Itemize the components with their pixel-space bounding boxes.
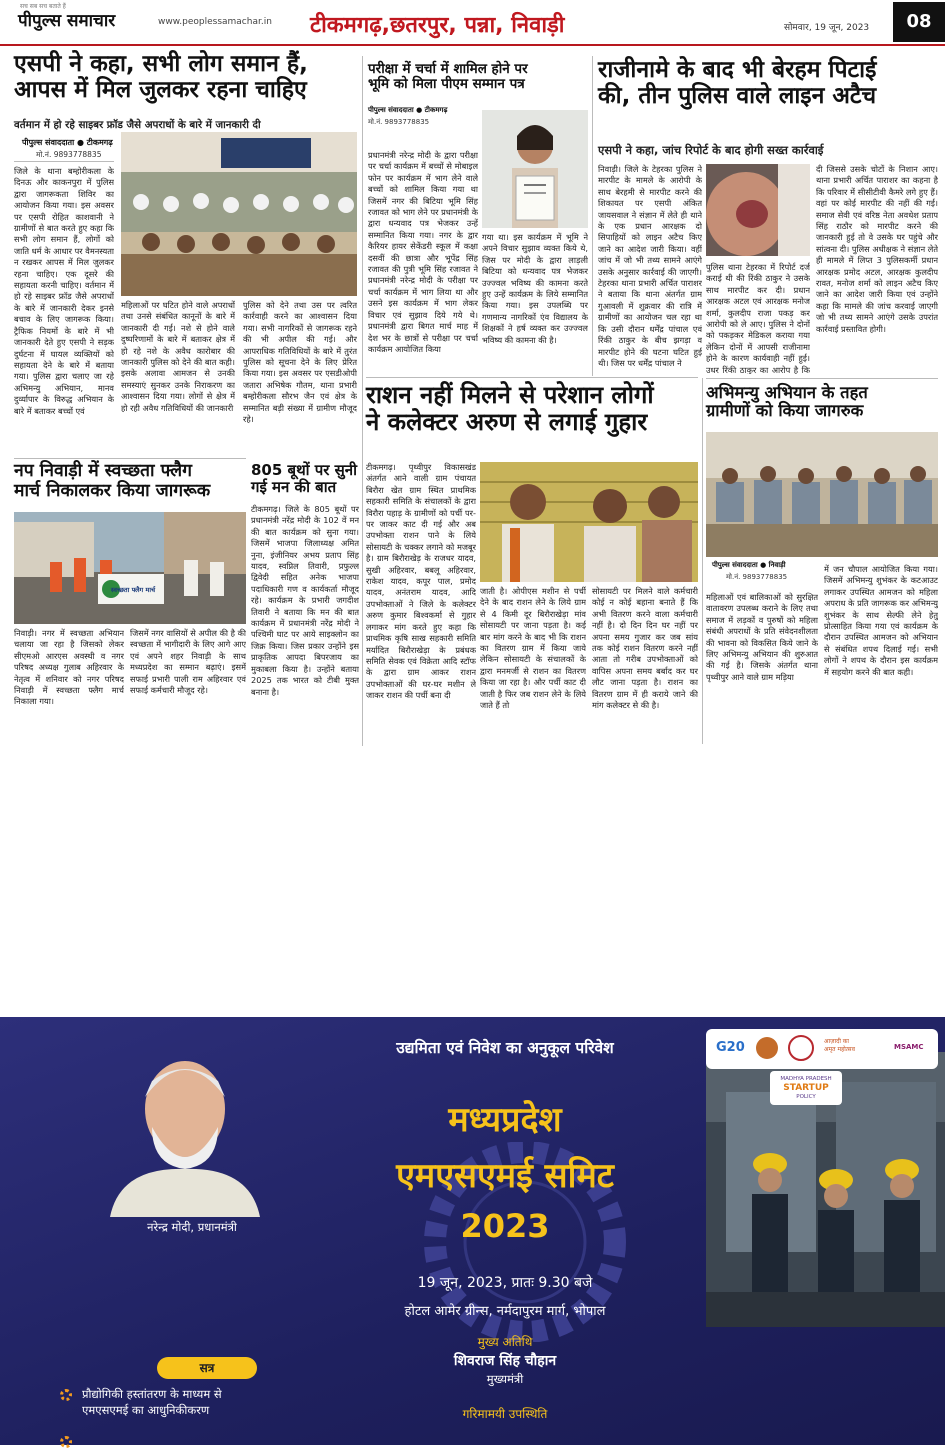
divider [14,458,246,459]
story7-col1: महिलाओं एवं बालिकाओं को सुरक्षित वातावरण उपलब्ध कराने के लिए तथा समाज में लड़कों व पुरुषों को महिला संबंधी अपराधों के प्रति संवेदनशीलता की भावना को विकसित किये जाने के लिए अभिमन्यु अभियान की शुरुआत की गई है। जिसके अंतर्गत थाना पृथ्वीपुर आने वाले ग्राम मड़िया [706,592,818,682]
story4-col2: गया था। इस कार्यक्रम में भूमि ने अपने विचार सुझाव व्यक्त किये थे, जिस पर मोदी के द्वारा लाड़ली बिटिया को धन्यवाद पत्र भेजकर उज्ज्वल भविष्य की कामना करते हुए उन्हें कार्यक्रम के लिये सम्मानित किया गया। इस उपलब्धि पर गणमान्य नागरिकों एंव विद्यालय के शिक्षकों ने हर्ष व्यक्त कर उज्ज्वल भविष्य की कामना की है। [482,232,588,345]
story2-headline-line1: नप निवाड़ी में स्वच्छता फ्लैग [14,461,192,481]
story6-headline [366,382,698,436]
story6-col3: सोसायटी पर मिलने वाले कर्मचारी कोई न कोई बहाना बनाते हैं कि अभी वितरण करने वाला कर्मचारी नहीं है। दो दिन दिन घर नहीं पर अपना समय गुजार कर जब सांय तक कोई राशन वितरण करने नहीं आता तो गरीब उपभोक्ताओं को वापिस अपना समय बर्बाद कर घर लौट जाना पड़ता है। राशन का वितरण ग्राम में ही कराये जाने की मांग कलेक्टर से की है। [592,586,698,711]
ad-venue: होटल आमेर ग्रीन्स, नर्मदापुरम मार्ग, भोपाल [404,1304,606,1319]
chief-guest-name: शिवराज सिंह चौहान [453,1353,557,1369]
story5-headline-line1: राजीनामे के बाद भी बेरहम पिटाई [598,57,877,83]
story5-col3: दी जिससे उसके चोटों के निशान आए। थाना प्रभारी अर्चित पाराशर का कहना है कि परिवार में सीसीटीवी कैमरे लगे हुए हैं। वहां पर कोई मारपीट की नहीं की गई। समाज सेवी एवं वरिष्ठ नेता अवधेश प्रताप सिंह राठौर को मारपीट करने की जानकारी हुई तो वे उसके घर पहुंचे और सांत्वना दी। पुलिस अधीक्षक ने संज्ञान लेते ही मामले में लिप्त 3 पुलिसकर्मी प्रधान आरक्षक प्रमोद अटल, आरक्षक कुलदीप रावत, मनोज शर्मा को लाइन अटैच किए जाने का आदेश जारी किया एवं उन्होंने कहा कि मामले की जांच करवाई जाएगी जो भी तथ्य सामने आएंगे उसके उपरांत कार्रवाई प्रस्तावित होगी। [816,164,938,334]
story4-col1: प्रधानमंत्री नरेन्द्र मोदी के द्वारा परीक्षा पर चर्चा कार्यक्रम में बच्चों से मोबाइल फोन पर कार्यक्रम में भाग लेने वाले बच्चों को शामिल किया गया था जिसमें नगर की बिटिया भूमि सिंह रजावत को भाग लेने पर प्रधानमंत्री के द्वारा धन्यवाद पत्र भेजकर उन्हें सम्मानित किया गया। नगर के द्वार कैरियर हायर सेकेंडरी स्कूल में कक्षा दसवीं की छात्रा और भूपेंद्र सिंह रजावत की पुत्री भूमि सिंह रजावत ने प्रधानमंत्री नरेन्द्र मोदी के परीक्षा पर चर्चा कार्यक्रम में भाग लिया था और उसने इस कार्यक्रम में भाग लेकर विचार एवं सुझाव दिये गये थे। प्रधानमंत्री द्वारा बिगत मार्च माह में देश भर के छात्रों से परीक्षा पर चर्चा कार्यक्रम आयोजित किया [368,150,478,354]
story3-headline-line2: गई मन की बात [251,477,337,496]
startup-line3: POLICY [796,1094,816,1100]
startup-logo [770,1071,842,1105]
story7-photo [706,432,938,557]
ad-title-line1: मध्यप्रदेश [448,1100,562,1140]
column-rule [702,378,703,744]
gear-bullet-icon [60,1389,72,1401]
story3-col: टीकमगढ़। जिले के 805 बूथों पर प्रधानमंत्री नरेंद्र मोदी के 102 वें मन की बात कार्यक्रम को सुना गया। जिसमें भाजपा जिलाध्यक्ष अमित नुना, इंजीनियर अभय प्रताप सिंह यादव, स्वप्निल तिवारी, प्रफुल्ल द्विवेदी सहित अनेक भाजपा पदाधिकारी गण व कार्यकर्ता मौजूद रहे। कार्यक्रम के प्रभारी जगदीश तिवारी ने बताया कि मन की बात कार्यक्रम में प्रधानमंत्री नरेंद्र मोदी ने पश्चिमी घाट पर आये साइक्लोन का जिक्र किया। जिस प्रकार उन्होंने इस प्राकृतिक आपदा बिपरजाय का मुकाबला किया है। उन्होंने बताया 2025 तक भारत को टीबी मुक्त बनाना है। [251,504,359,697]
mp-emblem-icon [756,1037,778,1059]
story4-mobile: मो.नं. 9893778835 [368,118,430,126]
brand-tagline: सच सब सच बताते हैं [20,3,66,10]
sessions-title: सत्र [157,1357,257,1379]
pm-portrait [90,1047,280,1217]
ad-title-year: 2023 [460,1207,550,1245]
story4-headline-line2: भूमि को मिला पीएम सम्मान पत्र [368,76,525,93]
logo-strip [706,1029,938,1069]
chief-guest-role: मुख्यमंत्री [486,1372,524,1386]
page-number: 08 [893,2,945,42]
story6-col1: टीकमगढ़। पृथ्वीपुर विकासखंड अंतर्गत आने वाली ग्राम पंचायत बिरौरा खेत ग्राम स्थित प्राथमिक सहकारी समिति के संचालकों के द्वारा विरौरा पहाड़ के ग्रामीणों को पर्ची पर-पर जाकर काट दी गई और अब उपभोक्ता राशन पाने के लिये सोसायटी के चक्कर लगाने को मजबूर है। ग्राम बिरौराखेड़ के राजधर यादव, सुखी अहिरवार, बबलू अहिरवार, राकेश यादव, कपूर पाल, प्रमोद यादव, अनंतराम यादव, आदि उपभोक्ताओं ने जिले के कलेक्टर अरुण कुमार बिश्वकर्मा से गुहार लगाकर मांग करते हुए कहा कि प्राथमिक कृषि साख सहकारी समिति मर्यादित बिरौराखेड़ा के प्रबंधक समिति सेवक एवं विक्रेता आदि स्टॉफ के द्वारा ग्राम आकर राशन उपभोक्ताओं की घर-घर मशीन ले जाकर राशन की पर्ची बना दी [366,462,476,701]
story7-mobile: मो.नं. 9893778835 [726,573,788,581]
ad-datetime: 19 जून, 2023, प्रातः 9.30 बजे [417,1275,593,1291]
chief-guest-label: मुख्य अतिथि [477,1335,533,1349]
ad-title-line2: एमएसएमई समिट [396,1156,614,1196]
story5-photo [706,164,810,256]
column-rule [362,56,363,746]
story6-headline-line2: ने कलेक्टर अरुण से लगाई गुहार [366,407,648,436]
story4-photo [482,110,588,228]
story4-headline-line1: परीक्षा में चर्चा में शामिल होने पर [368,61,528,77]
story7-headline [706,384,938,421]
azadi-line1: आज़ादी का [824,1038,849,1045]
story1-headline-line1: एसपी ने कहा, सभी लोग समान हैं, [14,51,308,77]
story5-subhead: एसपी ने कहा, जांच रिपोर्ट के बाद होगी सख्त कार्रवाई [598,143,824,157]
story1-headline [14,52,359,104]
story1-byline: पीपुल्स संवाददाता ● टीकमगढ़ [22,138,113,147]
edition-title: टीकमगढ़,छतरपुर, पन्ना, निवाड़ी [310,13,565,38]
story1-headline-line2: आपस में मिल जुलकर रहना चाहिए [14,76,307,103]
session-item: एमएसएमई का आधुनिकीकरण [82,1403,210,1417]
govt-seal-icon [788,1035,814,1061]
story1-subhead: वर्तमान में हो रहे साइबर फ्रॉड जैसे अपराधों के बारे में जानकारी दी [14,119,261,131]
story5-headline-line2: की, तीन पुलिस वाले लाइन अटैच [598,82,877,109]
story7-headline-line1: अभिमन्यु अभियान के तहत [706,383,868,402]
startup-line1: MADHYA PRADESH [780,1076,832,1082]
column-rule [592,56,593,376]
story6-col2: जाती है। ओपीएस मशीन से पर्ची देने के बाद राशन लेने के लिये ग्राम से 4 किमी दूर बिरौराखेड़ा मांव सोसायटी पर जाना पड़ता है। कई बार मांग करने के बाद भी कि राशन का वितरण ग्राम में किया जाये लेकिन सोसायटी के संचालकों के द्वारा मनमर्जी से राशन का वितरण किया जा रहा है। और पर्ची काट दी जाती है फिर जब राशन लेने के लिये जाते हैं तो [480,586,586,711]
story2-headline [14,462,246,501]
story1-col1: जिले के थाना बम्होरीकला के दिनऊ और काकनपुरा में पुलिस द्वारा जागरूकता शिविर का आयोजन किया गया। इस अवसर पर एसपी रोहित काशवानी ने ग्रामीणों से बात करते हुए कहा कि सभी लोग समान हैं, लोगों को जाति धर्म के आधार पर वैमनस्यता न रखकर आपस में मिल जुलकर रहना चाहिए। एक दूसरे की सहायता करनी चाहिए। वर्तमान में हो रहे साइबर फ्रॉड जैसे अपराधों के बारे में जानकारी देकर इनसे बचाव के लिए जागरूक किया। ट्रैफिक नियमों के बारे में भी जानकारी देते हुए एसपी ने सड़क दुर्घटना में घायल व्यक्तियों को सहायता देने के बारे में बताया गया। पुलिस द्वारा चलाए जा रहे अभिमन्यु अभियान, मानव दुर्व्यापार के विरुद्ध अभियान के बारे में बताकर बच्चों एवं [14,166,114,416]
story5-headline [598,58,938,110]
issue-date: सोमवार, 19 जून, 2023 [784,23,870,33]
ad-tagline: उद्यमिता एवं निवेश का अनुकूल परिवेश [396,1039,614,1057]
story7-byline: पीपुल्स संवाददाता ● निवाड़ी [712,561,786,569]
story4-byline: पीपुल्स संवाददाता ● टीकमगढ़ [368,106,448,114]
azadi-amrit-logo [824,1038,855,1054]
story6-headline-line1: राशन नहीं मिलने से परेशान लोगों [366,381,654,409]
story2-photo [14,512,246,624]
story3-headline-line1: 805 बूथों पर सुनी [251,461,358,479]
pm-caption: नरेन्द्र मोदी, प्रधानमंत्री [147,1220,237,1234]
story7-col2: में जन चौपाल आयोजित किया गया। जिसमें अभिमन्यु शुभंकर के कटआउट लगाकर उपस्थित आमजन को महिला अपराध के प्रति जागरूक कर अभिमन्यु शुभंकर के साथ सेल्फी लेने हेतु प्रोत्साहित किया गया एवं कार्यक्रम के दौरान उपस्थित आमजन को अभियान से संबंधित शपथ दिलाई गई। सभी लोगों ने शपथ के दौरान इस कार्यक्रम में सहयोग करने की बात कही। [824,564,938,677]
divider [14,161,114,162]
gear-bullet-icon [60,1436,72,1448]
story1-col2: महिलाओं पर घटित होने वाले अपराधों तथा उनसे संबंधित कानूनों के बारे में जानकारी दी गई। नशे से होने वाले दुष्परिणामों के बारे में बताकर क्षेत्र में हो रहे नशे के अवैध कारोबार की जानकारी पुलिस को देने की बात कही। इसके अलावा आमजन से उनकी समस्याएं सुनकर उनके निराकरण का आश्वासन दिया गया। लोगों से क्षेत्र में हो रही अवैध गतिविधियों की जानकारी [121,300,235,413]
story4-headline [368,62,588,92]
story2-banner-text: स्वच्छता फ्लैग मार्च [110,586,156,594]
story1-mobile: मो.नं. 9893778835 [36,150,102,159]
session-item: प्रौद्योगिकी हस्तांतरण के माध्यम से [82,1387,222,1401]
g20-logo: G20 [716,1040,745,1055]
story2-col1: निवाड़ी। नगर में स्वच्छता अभियान चलाया जा रहा है जिसको लेकर सीएमओ आरएस अवस्थी व नगर परिषद अध्यक्ष गुलाब अहिरवार के नेतृत्व में शनिवार को नगर परिषद निवाड़ी में स्वच्छता फ्लैग मार्च निकाला गया। [14,628,124,707]
msme-logo: MSAMC [894,1043,924,1051]
story7-headline-line2: ग्रामीणों को किया जागरुक [706,401,864,421]
azadi-line2: अमृत महोत्सव [824,1046,855,1053]
story5-col1: निवाड़ी। जिले के टेहरका पुलिस ने मारपीट के मामले के आरोपी के साथ बेरहमी से मारपीट करने की शिकायत पर एसपी अंकित जायसवाल ने संज्ञान में लेते ही थाने के एक प्रधान आरक्षक दो सिपाहियों को लाइन अटैच किए जाने का आदेश जारी किया। वहीं जांच में जो भी तथ्य सामने आएंगे उसके अनुसार कार्रवाई की जाएगी। टेहरका थाना प्रभारी अर्चित पाराशर ने बताया कि थाना अंतर्गत ग्राम गुआवली में शुक्रवार की रात्रि में ग्रामीणों का आयोजन चल रहा था कि उसी दौरान धर्मेंद्र पांचाल एवं रिंकी ठाकुर के बीच झगड़ा व मारपीट होने की घटना घटित हुई थी। जिस पर धर्मेंद्र पांचाल ने [598,164,702,368]
story6-photo [480,462,698,582]
story5-col2: पुलिस थाना टेहरका में रिपोर्ट दर्ज कराई थी की रिंकी ठाकुर ने उसके साथ मारपीट कर दी। प्रधान आरक्षक अटल एवं आरक्षक मनोज शर्मा, कुलदीप राजा पकड़ कर आरोपी को ले आए। पुलिस ने दोनों को पकड़कर मेडिकल कराया गया लेकिन दोनों में आपसी राजीनामा होने के कारण कार्यवाही नहीं हुई। उधर रिंकी ठाकुर का आरोप है कि [706,262,810,374]
msme-summit-ad [0,1017,945,1445]
story3-headline [251,462,359,496]
presence-label: गरिमामयी उपस्थिति [462,1407,548,1421]
divider [706,378,938,379]
startup-line2: STARTUP [783,1083,829,1093]
site-url[interactable]: www.peoplessamachar.in [158,17,272,27]
story1-col3: पुलिस को देने तथा उस पर त्वरित कार्रवाही करने का आश्वासन दिया गया। सभी नागरिकों से जागरूक रहने की भी अपील की गई। और आपराधिक गतिविधियों के बारे में तुरंत पुलिस को सूचना देने के लिए प्रेरित किया गया। इस अवसर पर एसडीओपी जतारा अभिषेक गौतम, थाना प्रभारी बम्होरीकला सौरभ जैन एवं क्षेत्र के सम्मानित बड़ी संख्या में ग्रामीण मौजूद रहे। [243,300,357,425]
story2-headline-line2: मार्च निकालकर किया जागरूक [14,480,211,501]
story1-photo [121,132,357,296]
brand-logo: पीपुल्स समाचार [18,11,116,31]
story2-col2: जिसमें नगर वासियों से अपील की है की स्वच्छता में भागीदारी के लिए आगे आए एवं अपने शहर निवाड़ी के साथ मध्यप्रदेश का सम्मान बढ़ाएं। इसमें सफाई प्रभारी पाली राम अहिरवार एवं सफाई कर्मचारी मौजूद रहे। [130,628,246,696]
divider [366,377,698,378]
